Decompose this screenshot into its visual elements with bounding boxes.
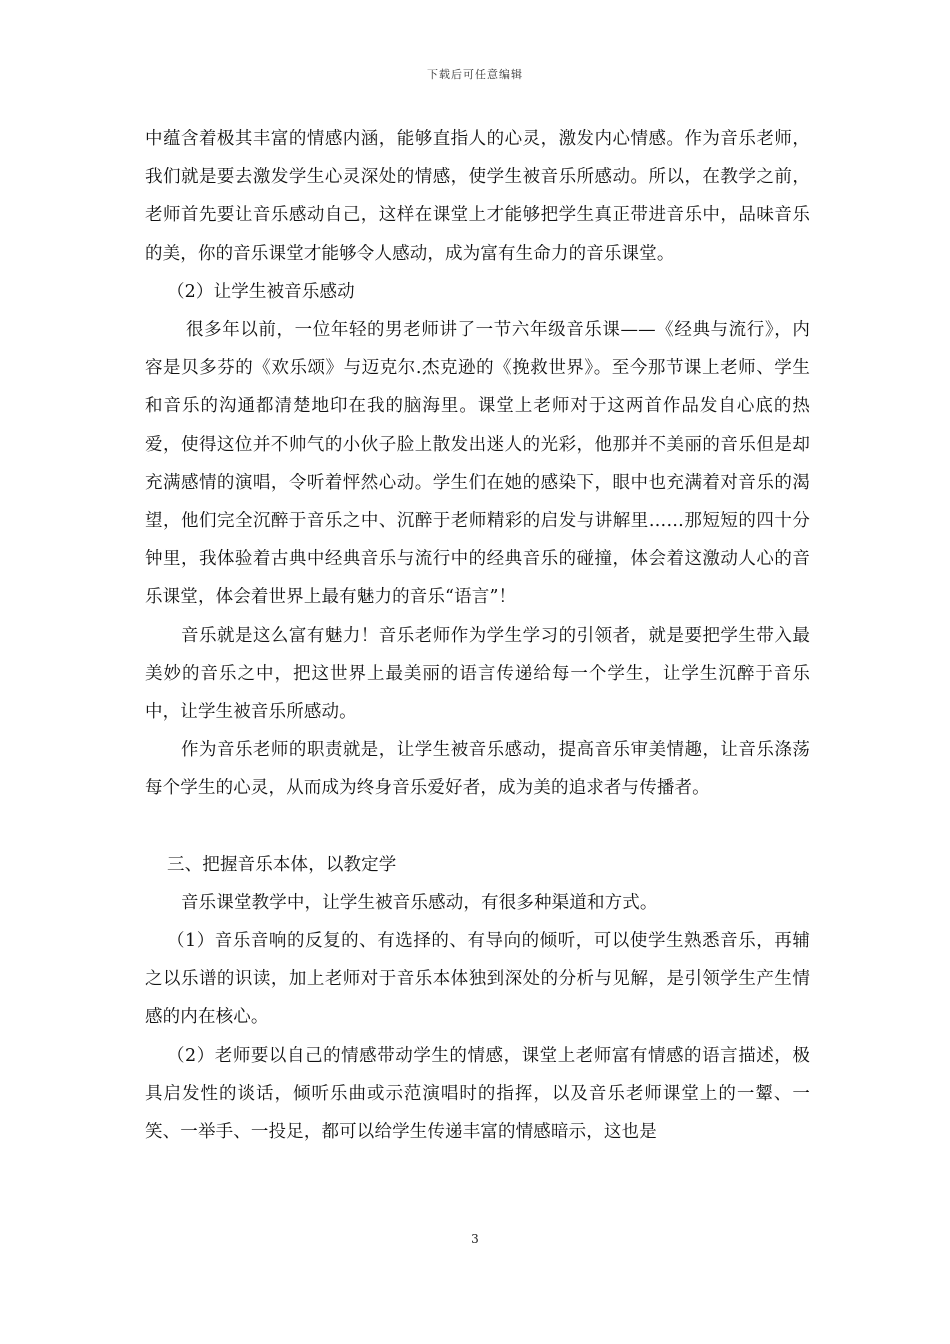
page-number: 3 bbox=[471, 1232, 479, 1246]
document-body bbox=[145, 120, 810, 1151]
paragraph-listening-method: （1）音乐音响的反复的、有选择的、有导向的倾听，可以使学生熟悉音乐，再辅之以乐谱的识读，加上老师对于音乐本体独到深处的分析与见解，是引领学生产生情感的内在核心。 bbox=[145, 931, 810, 1028]
paragraph-classroom-memory: 很多年以前，一位年轻的男老师讲了一节六年级音乐课——《经典与流行》，内容是贝多芬的《欢乐颂》与迈克尔.杰克逊的《挽救世界》。至今那节课上老师、学生和音乐的沟通都清楚地印在我的脑海里。课堂上老师对于这两首作品发自心底的热爱，使得这位并不帅气的小伙子脸上散发出迷人的光彩，他那并不美丽的音乐但是却充满感情的演唱，令听着怦然心动。学生们在她的感染下，眼中也充满着对音乐的渴望，他们完全沉醉于音乐之中、沉醉于老师精彩的启发与讲解里……那短短的四十分钟里，我体验着古典中经典音乐与流行中的经典音乐的碰撞，体会着这激动人心的音乐课堂，体会着世界上最有魅力的音乐“语言”！ bbox=[145, 320, 810, 608]
paragraph-music-emotion: 中蕴含着极其丰富的情感内涵，能够直指人的心灵，激发内心情感。作为音乐老师，我们就是要去激发学生心灵深处的情感，使学生被音乐所感动。所以，在教学之前，老师首先要让音乐感动自己，这样在课堂上才能够把学生真正带进音乐中，品味音乐的美，你的音乐课堂才能够令人感动，成为富有生命力的音乐课堂。 bbox=[145, 129, 810, 264]
paragraph-music-charm: 音乐就是这么富有魅力！音乐老师作为学生学习的引领者，就是要把学生带入最美妙的音乐之中，把这世界上最美丽的语言传递给每一个学生，让学生沉醉于音乐中，让学生被音乐所感动。 bbox=[145, 625, 810, 723]
paragraph-spacer bbox=[145, 808, 810, 846]
paragraph-teaching-methods: 音乐课堂教学中，让学生被音乐感动，有很多种渠道和方式。 bbox=[181, 892, 658, 913]
paragraph-teacher-duty: 作为音乐老师的职责就是，让学生被音乐感动，提高音乐审美情趣，让音乐涤荡每个学生的心灵，从而成为终身音乐爱好者，成为美的追求者与传播者。 bbox=[145, 740, 810, 799]
page-header: 下载后可任意编辑 bbox=[427, 68, 523, 81]
subheading-moved-by-music: （2）让学生被音乐感动 bbox=[167, 281, 355, 302]
paragraph-teacher-emotion: （2）老师要以自己的情感带动学生的情感，课堂上老师富有情感的语言描述，极具启发性的谈话，倾听乐曲或示范演唱时的指挥，以及音乐老师课堂上的一颦、一笑、一举手、一投足，都可以给学生传递丰富的情感暗示，这也是 bbox=[145, 1045, 810, 1143]
section-heading-three: 三、把握音乐本体，以教定学 bbox=[167, 854, 397, 875]
